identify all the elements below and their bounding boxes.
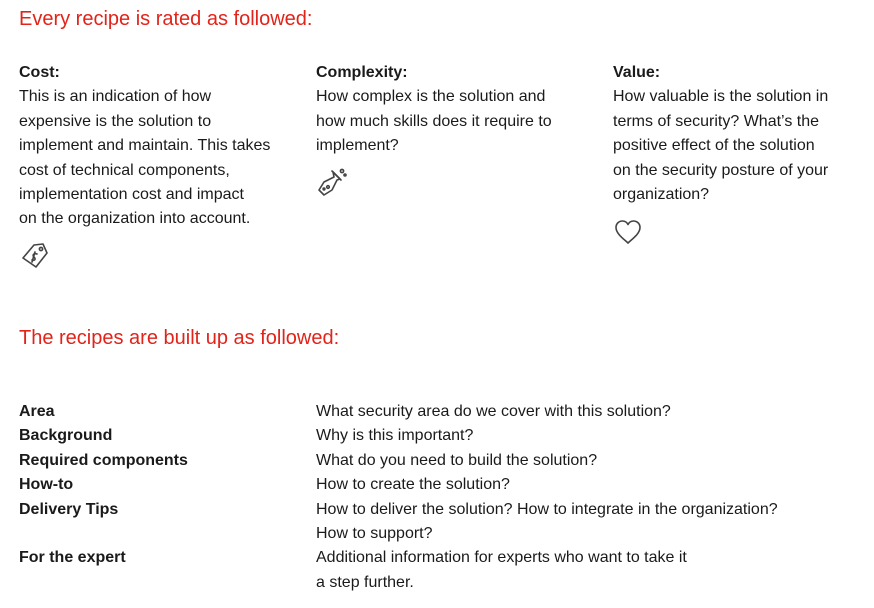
structure-heading: The recipes are built up as followed: (19, 327, 340, 349)
row-label: Background (19, 427, 113, 445)
row-label: For the expert (19, 549, 126, 567)
structure-row-area (0, 400, 874, 424)
value-line: positive effect of the solution (613, 137, 815, 155)
structure-row-background (0, 424, 874, 448)
row-description: Why is this important? (316, 427, 474, 445)
structure-row-delivery-tips (0, 498, 874, 547)
rating-heading: Every recipe is rated as followed: (19, 8, 313, 30)
cost-line: cost of technical components, (19, 161, 230, 179)
row-label: Delivery Tips (19, 500, 119, 518)
row-description: How to create the solution? (316, 476, 510, 494)
cost-criterion (19, 61, 294, 232)
flask-icon (316, 166, 348, 198)
structure-list (0, 400, 874, 595)
row-description: What do you need to build the solution? (316, 451, 598, 469)
heart-icon (613, 218, 643, 246)
cost-line: implement and maintain. This takes (19, 137, 271, 155)
value-title: Value: (613, 64, 661, 81)
complexity-line: how much skills does it require to (316, 112, 552, 130)
complexity-line: How complex is the solution and (316, 88, 546, 106)
structure-row-for-the-expert (0, 546, 874, 595)
row-description: How to support? (316, 525, 433, 543)
complexity-line: implement? (316, 137, 399, 155)
row-label: How-to (19, 476, 74, 494)
value-line: How valuable is the solution in (613, 88, 829, 106)
structure-row-how-to (0, 473, 874, 497)
value-criterion (613, 61, 863, 207)
price-tag-icon (19, 241, 51, 273)
value-line: organization? (613, 186, 710, 204)
row-description: a step further. (316, 573, 414, 591)
row-description: What security area do we cover with this solution? (316, 403, 671, 420)
value-line: terms of security? What’s the (613, 112, 819, 130)
cost-line: on the organization into account. (19, 210, 251, 228)
cost-line: This is an indication of how (19, 88, 212, 106)
value-line: on the security posture of your (613, 161, 829, 179)
structure-row-required-components (0, 449, 874, 473)
cost-line: expensive is the solution to (19, 112, 212, 130)
row-label: Area (19, 403, 55, 420)
complexity-title: Complexity: (316, 64, 408, 81)
cost-line: implementation cost and impact (19, 186, 244, 204)
complexity-criterion (316, 61, 586, 159)
row-description: Additional information for experts who want to take it (316, 549, 687, 567)
row-description: How to deliver the solution? How to integrate in the organization? (316, 500, 778, 518)
row-label: Required components (19, 451, 188, 469)
cost-title: Cost: (19, 64, 60, 81)
